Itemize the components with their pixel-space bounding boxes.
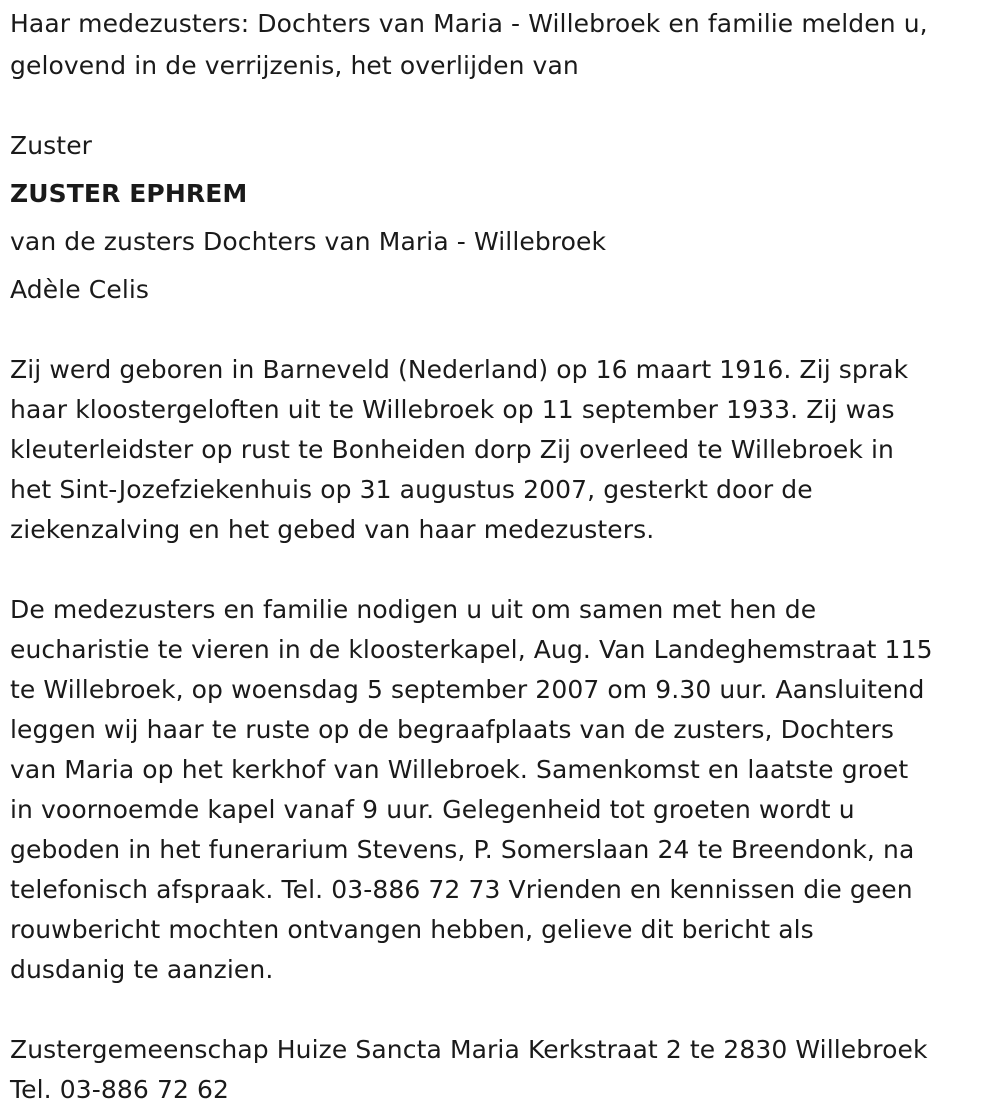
intro-line-1: Haar medezusters: Dochters van Maria - Willebroek en familie melden u,: [10, 9, 928, 38]
invitation-line: geboden in het funerarium Stevens, P. Somerslaan 24 te Breendonk, na: [10, 835, 915, 864]
deceased-name: ZUSTER EPHREM: [10, 179, 248, 208]
biography-line: het Sint-Jozefziekenhuis op 31 augustus 2007, gesterkt door de: [10, 475, 813, 504]
biography-line: haar kloostergeloften uit te Willebroek op 11 september 1933. Zij was: [10, 395, 895, 424]
biography-line: ziekenzalving en het gebed van haar medezusters.: [10, 515, 655, 544]
invitation-line: van Maria op het kerkhof van Willebroek. Samenkomst en laatste groet: [10, 755, 909, 784]
invitation-line: rouwbericht mochten ontvangen hebben, gelieve dit bericht als: [10, 915, 814, 944]
deceased-civil-name: Adèle Celis: [10, 275, 150, 304]
intro-line-2: gelovend in de verrijzenis, het overlijden van: [10, 51, 579, 80]
footer-phone: Tel. 03-886 72 62: [10, 1075, 230, 1104]
biography-line: Zij werd geboren in Barneveld (Nederland) op 16 maart 1916. Zij sprak: [10, 355, 909, 384]
invitation-line: in voornoemde kapel vanaf 9 uur. Gelegenheid tot groeten wordt u: [10, 795, 855, 824]
invitation-line: eucharistie te vieren in de kloosterkapel, Aug. Van Landeghemstraat 115: [10, 635, 933, 664]
invitation-line: leggen wij haar te ruste op de begraafplaats van de zusters, Dochters: [10, 715, 895, 744]
invitation-line: telefonisch afspraak. Tel. 03-886 72 73 Vrienden en kennissen die geen: [10, 875, 913, 904]
deceased-title: Zuster: [10, 131, 93, 160]
deceased-congregation: van de zusters Dochters van Maria - Willebroek: [10, 227, 607, 256]
biography-line: kleuterleidster op rust te Bonheiden dorp Zij overleed te Willebroek in: [10, 435, 894, 464]
invitation-line: De medezusters en familie nodigen u uit om samen met hen de: [10, 595, 817, 624]
invitation-line: dusdanig te aanzien.: [10, 955, 274, 984]
invitation-line: te Willebroek, op woensdag 5 september 2007 om 9.30 uur. Aansluitend: [10, 675, 925, 704]
footer-address: Zustergemeenschap Huize Sancta Maria Kerkstraat 2 te 2830 Willebroek: [10, 1035, 928, 1064]
